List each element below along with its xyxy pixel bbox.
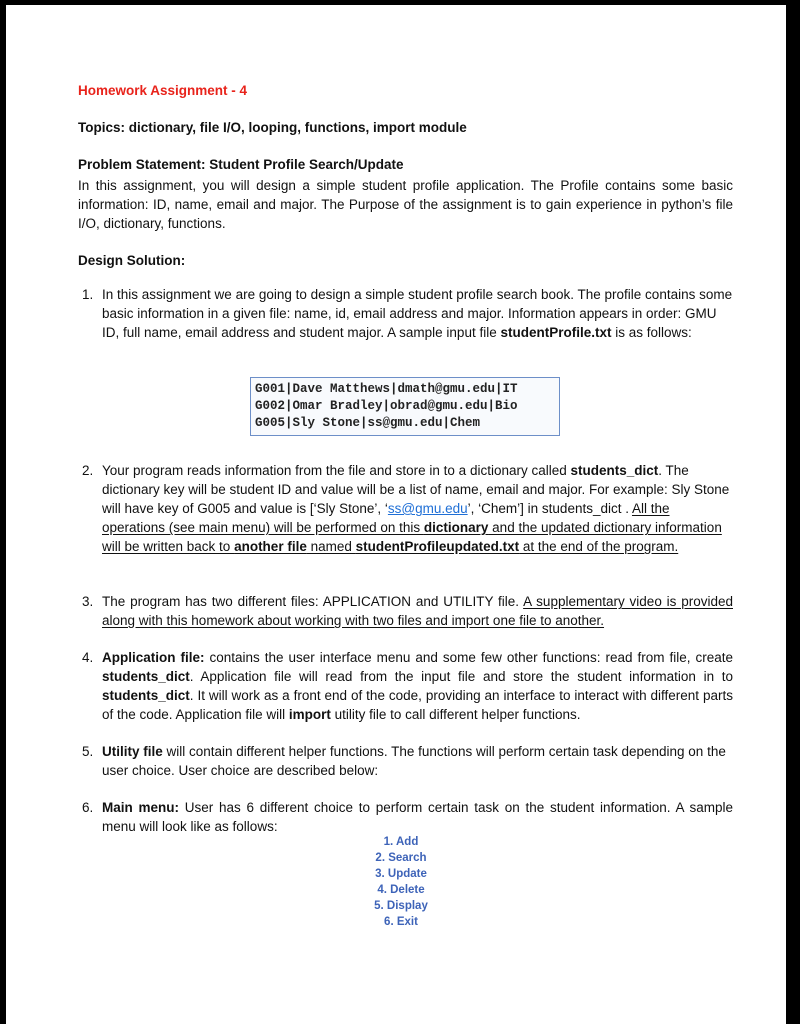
list-item-1: 1. In this assignment we are going to design a simple student profile search book. The profile contains some basic information in a given file: name, id, email address and major. Information appears in order: GMU ID, full name, email address and student major. A sample input file studentProfile.txt is as follows: [82,287,733,340]
item-number: 2. [82,463,94,478]
problem-body: In this assignment, you will design a simple student profile application. The Profile contains some basic information: ID, name, email and major. The Purpose of the assignment is to gain experience in python’s file I/O, dictionary, functions. [78,178,733,231]
item-number: 5. [82,744,94,759]
menu-item-delete: 4. Delete [377,884,425,896]
input-filename: studentProfile.txt [500,325,612,340]
design-heading: Design Solution: [78,253,186,268]
item-number: 3. [82,594,94,609]
topics-line: Topics: dictionary, file I/O, looping, functions, import module [78,120,467,135]
menu-item-display: 5. Display [374,900,428,912]
list-item-6: 6. Main menu: User has 6 different choice to perform certain task on the student information. A sample menu will look like as follows: [82,800,733,834]
item-number: 1. [82,287,94,302]
menu-item-exit: 6. Exit [384,916,418,928]
menu-item-add: 1. Add [383,836,419,848]
menu-item-update: 3. Update [375,868,427,880]
item-number: 4. [82,650,94,665]
problem-heading: Problem Statement: Student Profile Search/Update [78,157,404,172]
document-page [6,5,786,1024]
sample-file-box [250,377,560,436]
email-link[interactable]: ss@gmu.edu [387,501,468,516]
assignment-title: Homework Assignment - 4 [78,83,248,98]
list-item-3: 3. The program has two different files: APPLICATION and UTILITY file. A supplementary video is provided along with this homework about working with two files and import one file to another. [82,594,733,628]
item-number: 6. [82,800,94,815]
list-item-4: 4. Application file: contains the user interface menu and some few other functions: read from file, create students_dict. Application file will read from the input file and store the student information in to students_dict. It will work as a front end of the code, providing an interface to interact with different parts of the code. Application file will import utility file to call different helper functions. [82,650,733,722]
list-item-2: 2. Your program reads information from the file and store in to a dictionary called students_dict. The dictionary key will be student ID and value will be a list of name, email and major. For example: Sly Stone will have key of G005 and value is [‘Sly Stone’, ‘ss@gmu.edu’, ‘Chem’] in students_dict . All the operations (see main menu) will be performed on this dictionary and the updated dictionary information will be written back to another file named studentProfileupdated.txt at the end of the program. [82,463,730,554]
video-note: A supplementary video is provided along with this homework about working with two files and import one file to another. [102,594,733,628]
menu-item-search: 2. Search [375,852,427,864]
code-line: G001|Dave Matthews|dmath@gmu.edu|IT [255,382,518,396]
code-line: G005|Sly Stone|ss@gmu.edu|Chem [255,416,481,430]
code-line: G002|Omar Bradley|obrad@gmu.edu|Bio [255,399,518,413]
sample-menu [336,834,466,930]
list-item-5: 5. Utility file will contain different helper functions. The functions will perform certain task depending on the user choice. User choice are described below: [82,744,726,778]
